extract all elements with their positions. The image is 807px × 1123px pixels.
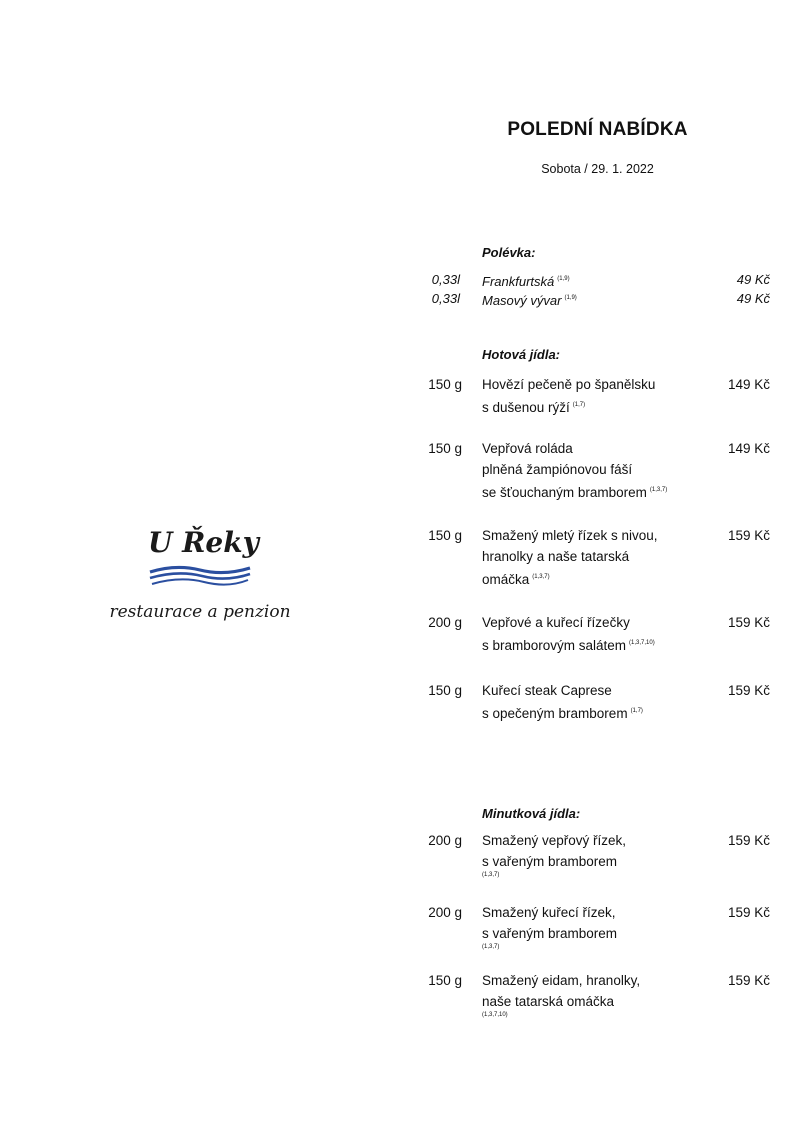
item-name: Smažený vepřový řízek, s vařeným bramborem (1,3,7)	[482, 830, 712, 879]
item-allergens: (1,3,7,10)	[482, 1012, 508, 1018]
soup-heading: Polévka:	[482, 245, 536, 260]
item-price: 159 Kč	[727, 683, 770, 698]
item-name: Kuřecí steak Caprese s opečeným bramborem $^{(1,7)}$	[482, 683, 643, 721]
logo-tagline: restaurace a penzion	[109, 602, 291, 622]
item-name: Smažený eidam, hranolky, naše tatarská omáčka (1,3,7,10)	[482, 970, 712, 1019]
item-price: 159 Kč	[727, 615, 770, 630]
item-quantity: 0,33l	[431, 272, 460, 287]
item-quantity: 200 g	[428, 615, 462, 630]
item-allergens: (1,3,7)	[649, 487, 668, 493]
item-name: Vepřové a kuřecí řízečky s bramborovým salátem $^{(1,3,7,10)}$	[482, 615, 655, 653]
item-price: 159 Kč	[727, 833, 770, 848]
item-allergens: (1,9)	[564, 295, 577, 301]
item-quantity: 150 g	[428, 528, 462, 543]
item-price: 49 Kč	[736, 272, 770, 287]
ready-meals-heading: Hotová jídla:	[482, 347, 561, 362]
item-price: 159 Kč	[727, 528, 770, 543]
item-quantity: 200 g	[428, 833, 462, 848]
page-title: POLEDNÍ NABÍDKA	[507, 119, 688, 140]
logo-wave-2	[150, 573, 250, 578]
item-name: Vepřová roláda plněná žampiónovou fáší se šťouchaným bramborem $^{(1,3,7)}$	[482, 441, 668, 500]
item-name: Masový vývar $^{(1,9)}$	[482, 293, 577, 308]
item-quantity: 0,33l	[431, 291, 460, 306]
item-name: Smažený kuřecí řízek, s vařeným bramborem (1,3,7)	[482, 902, 712, 951]
item-quantity: 200 g	[428, 905, 462, 920]
item-allergens: (1,3,7)	[532, 574, 550, 580]
menu-date: Sobota / 29. 1. 2022	[541, 162, 654, 176]
item-quantity: 150 g	[428, 441, 462, 456]
item-name: Frankfurtská $^{(1,9)}$	[482, 274, 570, 289]
item-allergens: (1,3,7,10)	[629, 640, 655, 646]
item-quantity: 150 g	[428, 973, 462, 988]
minute-meals-heading: Minutková jídla:	[482, 806, 581, 821]
item-allergens: (1,3,7)	[482, 872, 500, 878]
item-price: 49 Kč	[736, 291, 770, 306]
item-quantity: 150 g	[428, 683, 462, 698]
item-price: 149 Kč	[727, 441, 770, 456]
logo-wave-3	[152, 579, 248, 584]
item-quantity: 150 g	[428, 377, 462, 392]
item-allergens: (1,7)	[630, 708, 643, 714]
item-name: Smažený mletý řízek s nivou, hranolky a naše tatarská omáčka $^{(1,3,7)}$	[482, 528, 658, 587]
item-price: 159 Kč	[727, 905, 770, 920]
item-price: 159 Kč	[727, 973, 770, 988]
item-allergens: (1,3,7)	[482, 944, 500, 950]
logo-name: U Řeky	[148, 526, 259, 559]
item-allergens: (1,7)	[572, 402, 586, 408]
item-price: 149 Kč	[727, 377, 770, 392]
item-allergens: (1,9)	[557, 276, 570, 282]
logo-wave-1	[150, 567, 250, 572]
restaurant-logo	[96, 520, 306, 630]
item-name: Hovězí pečeně po španělsku s dušenou rýží $^{(1,7)}$	[482, 377, 656, 415]
